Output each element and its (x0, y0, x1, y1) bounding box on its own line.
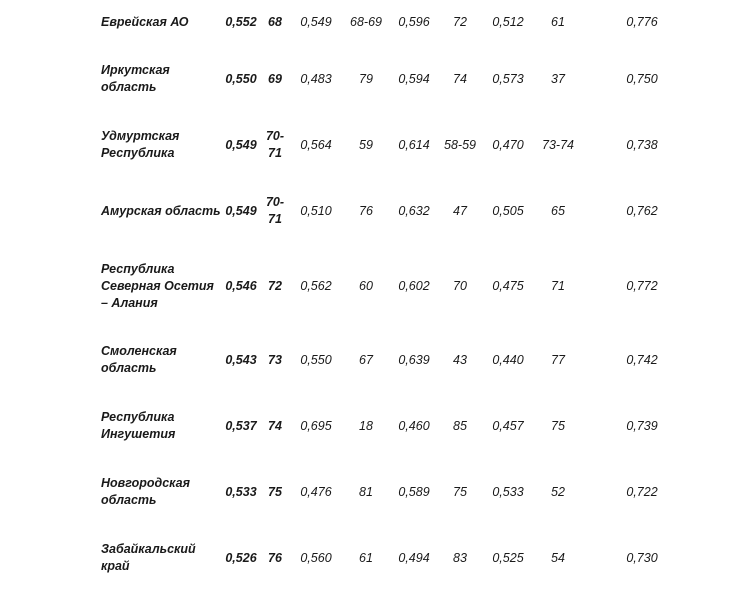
value-4: 0,742 (626, 353, 658, 367)
rank-3: 75 (551, 419, 565, 433)
value-1: 0,695 (300, 419, 332, 433)
rank-1: 76 (359, 204, 373, 218)
value-4: 0,739 (626, 419, 658, 433)
rank-2: 83 (453, 551, 467, 565)
index-value: 0,549 (225, 204, 257, 218)
value-4: 0,738 (626, 138, 658, 152)
index-value: 0,543 (225, 353, 257, 367)
table-row (0, 114, 740, 176)
index-value: 0,550 (225, 72, 257, 86)
rank-1: 79 (359, 72, 373, 86)
region-name: Новгородская область (101, 476, 190, 507)
rank-1: 18 (359, 419, 373, 433)
value-1: 0,476 (300, 485, 332, 499)
rank-value: 72 (268, 278, 282, 293)
rank-1: 60 (359, 279, 373, 293)
rank-2: 72 (453, 15, 467, 29)
rank-2: 85 (453, 419, 467, 433)
value-3: 0,457 (492, 419, 524, 433)
table-row (0, 458, 740, 526)
rank-3: 65 (551, 204, 565, 218)
value-3: 0,512 (492, 15, 524, 29)
region-name: Республика Ингушетия (101, 410, 176, 441)
index-value: 0,533 (225, 485, 257, 499)
value-2: 0,460 (398, 419, 430, 433)
rank-3: 54 (551, 551, 565, 565)
rank-2: 58-59 (444, 138, 476, 152)
index-value: 0,537 (225, 419, 257, 433)
rank-3: 71 (551, 279, 565, 293)
rank-value: 68 (268, 14, 282, 29)
rank-2: 75 (453, 485, 467, 499)
value-2: 0,602 (398, 279, 430, 293)
value-2: 0,632 (398, 204, 430, 218)
value-1: 0,560 (300, 551, 332, 565)
value-3: 0,525 (492, 551, 524, 565)
region-name: Еврейская АО (101, 14, 189, 29)
value-1: 0,549 (300, 15, 332, 29)
value-3: 0,573 (492, 72, 524, 86)
rank-value: 74 (268, 418, 282, 433)
value-4: 0,722 (626, 485, 658, 499)
index-value: 0,552 (225, 15, 257, 29)
table-row (0, 246, 740, 326)
region-name: Забайкальский край (101, 542, 196, 573)
value-2: 0,494 (398, 551, 430, 565)
value-1: 0,562 (300, 279, 332, 293)
region-name: Смоленская область (101, 344, 177, 375)
rank-value: 76 (268, 550, 282, 565)
value-2: 0,596 (398, 15, 430, 29)
table-row (0, 394, 740, 458)
rank-3: 61 (551, 15, 565, 29)
rank-2: 43 (453, 353, 467, 367)
rank-2: 74 (453, 72, 467, 86)
value-3: 0,475 (492, 279, 524, 293)
value-4: 0,776 (626, 15, 658, 29)
rank-3: 37 (551, 72, 565, 86)
value-4: 0,772 (626, 279, 658, 293)
rank-1: 68-69 (350, 15, 382, 29)
rank-2: 70 (453, 279, 467, 293)
rank-3: 73-74 (542, 138, 574, 152)
value-4: 0,762 (626, 204, 658, 218)
value-3: 0,533 (492, 485, 524, 499)
rank-1: 61 (359, 551, 373, 565)
rank-1: 67 (359, 353, 373, 367)
rank-1: 81 (359, 485, 373, 499)
value-2: 0,589 (398, 485, 430, 499)
value-3: 0,505 (492, 204, 524, 218)
index-value: 0,549 (225, 138, 257, 152)
value-2: 0,614 (398, 138, 430, 152)
rank-1: 59 (359, 138, 373, 152)
region-name: Амурская область (101, 203, 221, 218)
index-value: 0,546 (225, 279, 257, 293)
rank-value: 70-71 (265, 195, 285, 226)
value-2: 0,639 (398, 353, 430, 367)
table-row (0, 176, 740, 246)
value-3: 0,470 (492, 138, 524, 152)
value-1: 0,510 (300, 204, 332, 218)
value-1: 0,564 (300, 138, 332, 152)
region-name: Республика Северная Осетия – Алания (101, 261, 214, 310)
value-3: 0,440 (492, 353, 524, 367)
region-name: Удмуртская Республика (101, 129, 180, 160)
rank-value: 75 (268, 484, 282, 499)
index-value: 0,526 (225, 551, 257, 565)
value-4: 0,750 (626, 72, 658, 86)
rank-2: 47 (453, 204, 467, 218)
table-row (0, 326, 740, 394)
table-row (0, 0, 740, 44)
value-2: 0,594 (398, 72, 430, 86)
value-1: 0,483 (300, 72, 332, 86)
rank-value: 73 (268, 352, 282, 367)
rank-value: 70-71 (265, 129, 285, 160)
value-1: 0,550 (300, 353, 332, 367)
region-name: Иркутская область (101, 63, 170, 94)
rank-3: 77 (551, 353, 565, 367)
table-row (0, 526, 740, 590)
rank-value: 69 (268, 71, 282, 86)
rank-3: 52 (551, 485, 565, 499)
table-row (0, 44, 740, 114)
value-4: 0,730 (626, 551, 658, 565)
